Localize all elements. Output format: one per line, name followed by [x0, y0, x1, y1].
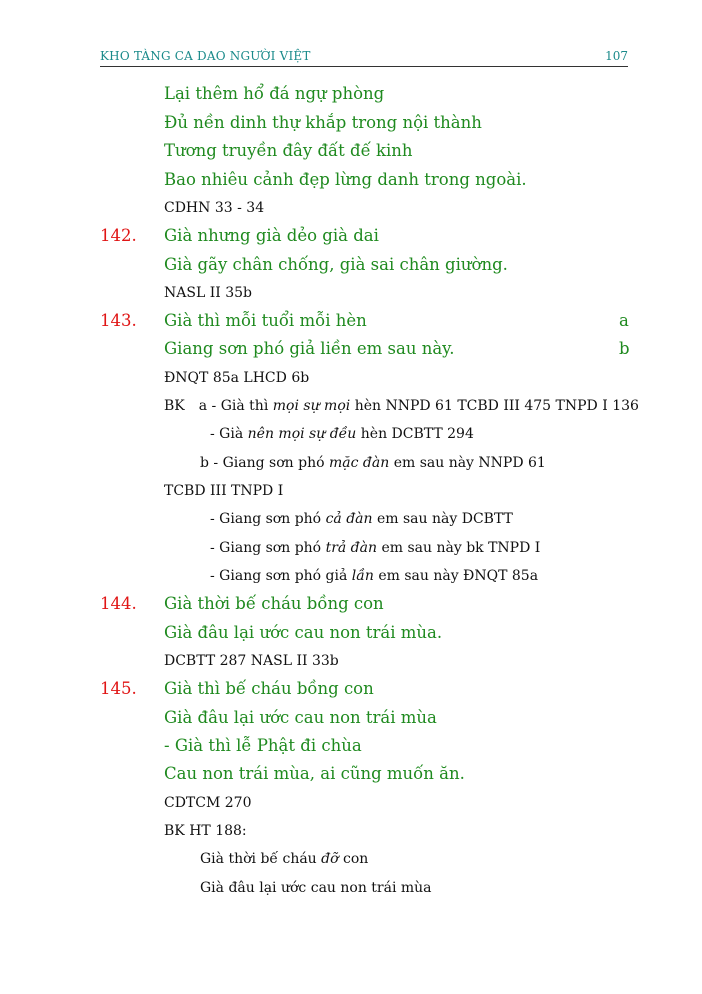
verse-line: Đủ nền dinh thự khắp trong nội thành	[164, 113, 482, 132]
verse-line: Già gãy chân chống, già sai chân giường.	[164, 255, 508, 274]
bk-label: BK	[164, 398, 185, 414]
verse-line: Giang sơn phó giả liền em sau này.	[164, 339, 455, 358]
verse-line: Bao nhiêu cảnh đẹp lừng danh trong ngoài.	[164, 170, 527, 189]
verse-line: Già đâu lại ước cau non trái mùa	[164, 708, 437, 727]
source-citation: NASL II 35b	[164, 285, 252, 301]
page-number: 107	[605, 49, 628, 63]
bk-variant-line: - Già nên mọi sự đều hèn DCBTT 294	[210, 426, 474, 442]
bk-variant-line: Già đâu lại ước cau non trái mùa	[200, 880, 432, 896]
bk-variant-line: Già thời bế cháu đỡ con	[200, 851, 369, 867]
verse-line: Già thời bế cháu bồng con	[164, 594, 384, 613]
verse-line: Lại thêm hổ đá ngự phòng	[164, 84, 385, 103]
bk-variant-line: - Giang sơn phó trả đàn em sau này bk TNPD I	[210, 540, 541, 556]
page-header	[100, 46, 628, 67]
verse-line: Cau non trái mùa, ai cũng muốn ăn.	[164, 764, 465, 783]
verse-line: Già đâu lại ước cau non trái mùa.	[164, 623, 443, 642]
verse-line: Già nhưng già dẻo già dai	[164, 226, 379, 245]
bk-label: BK HT 188:	[164, 823, 247, 839]
verse-line: - Già thì lễ Phật đi chùa	[164, 736, 362, 755]
source-citation: DCBTT 287 NASL II 33b	[164, 653, 339, 669]
entry-number: 143.	[100, 311, 137, 330]
rhyme-marker: a	[619, 311, 629, 330]
rhyme-marker: b	[619, 339, 630, 358]
verse-line: Già thì mỗi tuổi mỗi hèn	[164, 311, 367, 330]
source-citation: ĐNQT 85a LHCD 6b	[164, 370, 310, 386]
bk-variant-line: b - Giang sơn phó mặc đàn em sau này NNPD 61	[200, 455, 546, 471]
verse-line: Già thì bế cháu bồng con	[164, 679, 374, 698]
entry-number: 145.	[100, 679, 137, 698]
source-citation: CDTCM 270	[164, 795, 252, 811]
bk-variant-line: - Giang sơn phó cả đàn em sau này DCBTT	[210, 511, 513, 527]
entry-number: 142.	[100, 226, 137, 245]
entry-number: 144.	[100, 594, 137, 613]
verse-line: Tương truyền đây đất đế kinh	[164, 141, 413, 160]
book-title: KHO TÀNG CA DAO NGƯỜI VIỆT	[100, 49, 311, 63]
source-citation: CDHN 33 - 34	[164, 200, 265, 216]
bk-variant-line: - Giang sơn phó giả lần em sau này ĐNQT 85a	[210, 568, 539, 584]
bk-variant-line: TCBD III TNPD I	[164, 483, 284, 499]
bk-variant-line: BK a - Già thì mọi sự mọi hèn NNPD 61 TCBD III 475 TNPD I 136	[164, 398, 639, 414]
